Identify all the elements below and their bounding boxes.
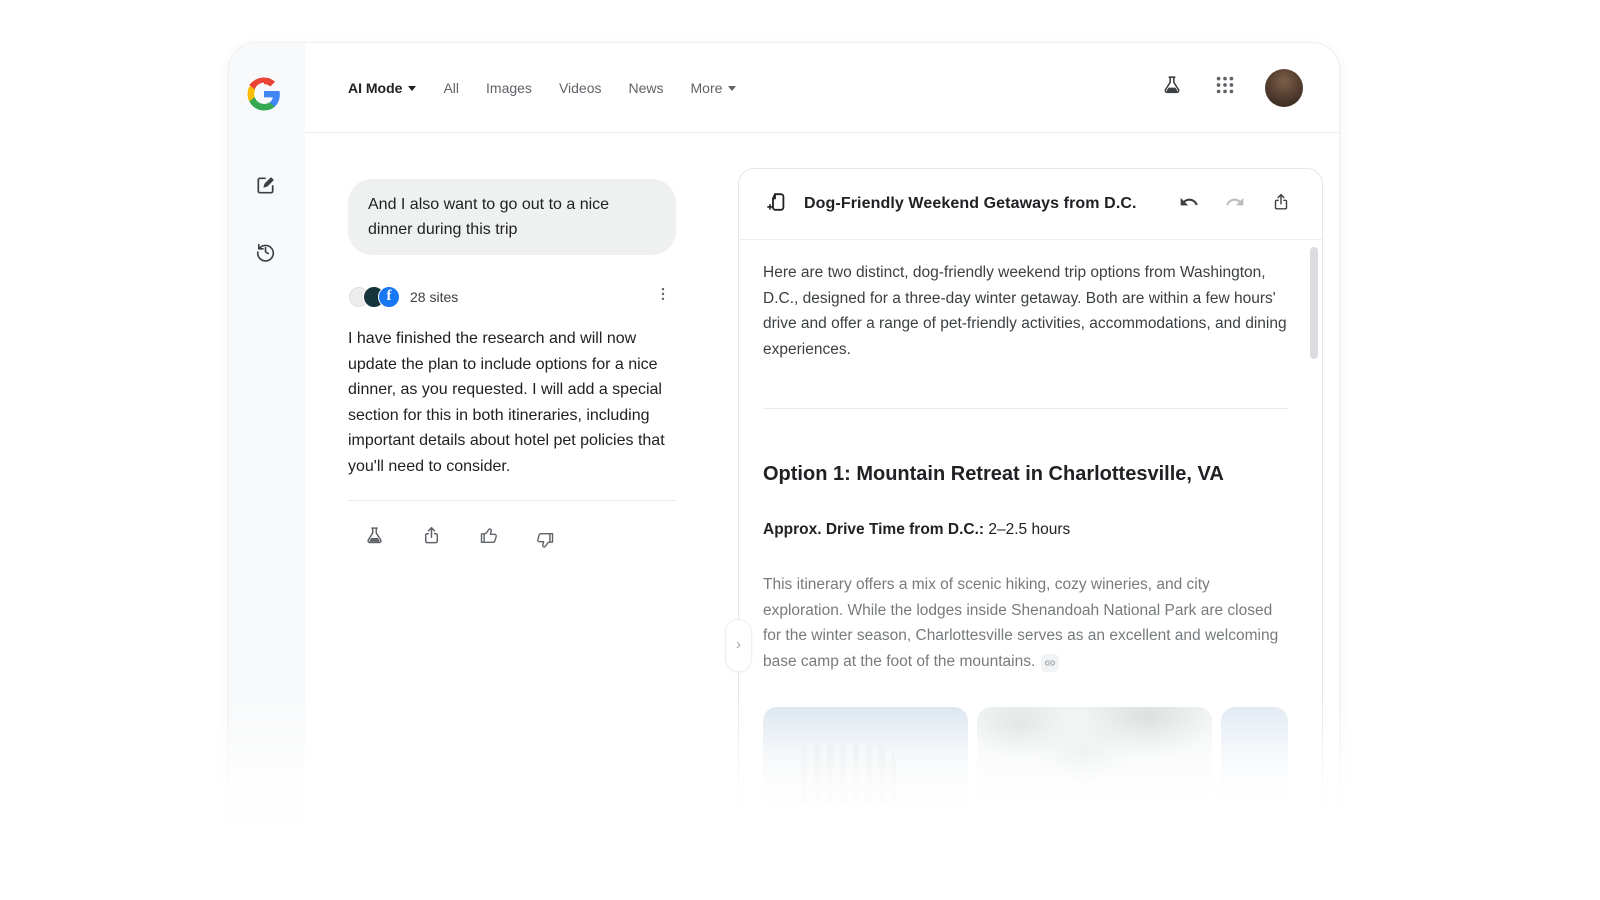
share-icon xyxy=(1271,192,1291,217)
chevron-down-icon xyxy=(408,86,416,91)
panel-header xyxy=(739,169,1322,240)
divider xyxy=(763,408,1288,409)
option-1-text: This itinerary offers a mix of scenic hiking, cozy wineries, and city exploration. While the lodges inside Shenandoah National Park are closed for the winter season, Charlottesville serves as an excellent and welcoming base camp at the foot of the mountains. xyxy=(763,576,1279,670)
tab-label: Images xyxy=(486,79,532,96)
overflow-menu-button[interactable] xyxy=(650,281,676,312)
history-icon xyxy=(254,240,277,268)
tab-label: Videos xyxy=(558,79,602,96)
thumbs-down-button[interactable] xyxy=(532,525,558,551)
panel-intro-paragraph: Here are two distinct, dog-friendly weekend trip options from Washington, D.C., designed for a three-day winter getaway. Both are within a few hours' drive and offer a range of pet-friendly activities, accommodations, and dining experiences. xyxy=(763,264,1287,358)
left-rail xyxy=(229,43,305,869)
labs-flask-icon xyxy=(364,525,385,551)
image-thumbnail-rotunda[interactable] xyxy=(763,707,968,815)
sources-row xyxy=(348,281,676,312)
tab-videos[interactable] xyxy=(559,80,602,96)
thumbs-up-icon xyxy=(478,525,499,551)
image-thumbnail-partial[interactable] xyxy=(1221,707,1288,815)
thumbs-up-button[interactable] xyxy=(475,525,501,551)
option-1-paragraph xyxy=(763,572,1288,674)
citation-chip[interactable] xyxy=(1041,654,1059,672)
new-chat-icon xyxy=(254,174,277,202)
panel-title: Dog-Friendly Weekend Getaways from D.C. xyxy=(804,195,1137,212)
sources-chip[interactable] xyxy=(348,286,458,308)
redo-icon xyxy=(1225,192,1245,217)
chevron-down-icon xyxy=(728,86,736,91)
divider xyxy=(348,500,676,501)
canvas-panel xyxy=(738,168,1323,870)
response-actions xyxy=(348,525,676,551)
document-plus-icon xyxy=(765,190,789,219)
tab-images[interactable] xyxy=(486,80,532,96)
labs-button[interactable] xyxy=(1159,75,1185,101)
google-app-window xyxy=(228,42,1340,870)
source-favicons xyxy=(348,286,400,308)
tab-label: News xyxy=(628,79,664,96)
account-avatar[interactable] xyxy=(1265,69,1303,107)
chevron-right-icon: › xyxy=(736,636,741,653)
drive-time-line xyxy=(763,521,1288,539)
new-chat-button[interactable] xyxy=(250,173,280,203)
undo-icon xyxy=(1179,192,1199,217)
tab-news[interactable] xyxy=(629,80,664,96)
apps-grid-icon xyxy=(1214,74,1236,101)
share-button[interactable] xyxy=(418,525,444,551)
user-message-bubble xyxy=(348,179,676,255)
undo-button[interactable] xyxy=(1176,191,1202,217)
tab-more[interactable] xyxy=(691,80,737,96)
tab-label: AI Mode xyxy=(348,79,403,96)
chat-thread xyxy=(348,179,676,551)
link-icon xyxy=(1044,657,1056,669)
google-apps-button[interactable] xyxy=(1212,75,1238,101)
search-navbar xyxy=(305,43,1339,133)
google-logo[interactable] xyxy=(246,76,282,112)
option-1-heading: Option 1: Mountain Retreat in Charlottesville, VA xyxy=(763,463,1224,485)
ai-response-text: I have finished the research and will now update the plan to include options for a nice dinner, as you requested. I will add a special section for this in both itineraries, including important details about hotel pet policies that you'll need to consider. xyxy=(348,330,665,475)
image-results-row xyxy=(763,707,1288,815)
tab-ai-mode[interactable] xyxy=(348,80,416,96)
navbar-right xyxy=(1159,69,1303,107)
tab-label: All xyxy=(443,79,460,96)
panel-body xyxy=(739,240,1322,815)
panel-actions xyxy=(1176,191,1294,217)
drive-time-label: Approx. Drive Time from D.C.: xyxy=(763,521,985,538)
thumbs-down-icon xyxy=(535,525,556,551)
building-shape xyxy=(801,745,896,805)
image-thumbnail-snowy-trees[interactable] xyxy=(977,707,1212,815)
drive-time-value: 2–2.5 hours xyxy=(984,521,1071,538)
labs-flask-icon xyxy=(1161,74,1183,101)
user-message-text: And I also want to go out to a nice dinner during this trip xyxy=(368,196,610,238)
result-tabs xyxy=(348,80,736,96)
redo-button[interactable] xyxy=(1222,191,1248,217)
export-button[interactable] xyxy=(1268,191,1294,217)
share-icon xyxy=(421,525,442,551)
labs-action-button[interactable] xyxy=(361,525,387,551)
tab-label: More xyxy=(690,79,723,96)
three-dots-icon xyxy=(654,290,672,307)
panel-scrollbar-thumb[interactable] xyxy=(1310,247,1318,359)
sources-count-label: 28 sites xyxy=(410,288,459,305)
tab-all[interactable] xyxy=(443,80,459,96)
history-button[interactable] xyxy=(250,239,280,269)
facebook-favicon: f xyxy=(378,286,400,308)
